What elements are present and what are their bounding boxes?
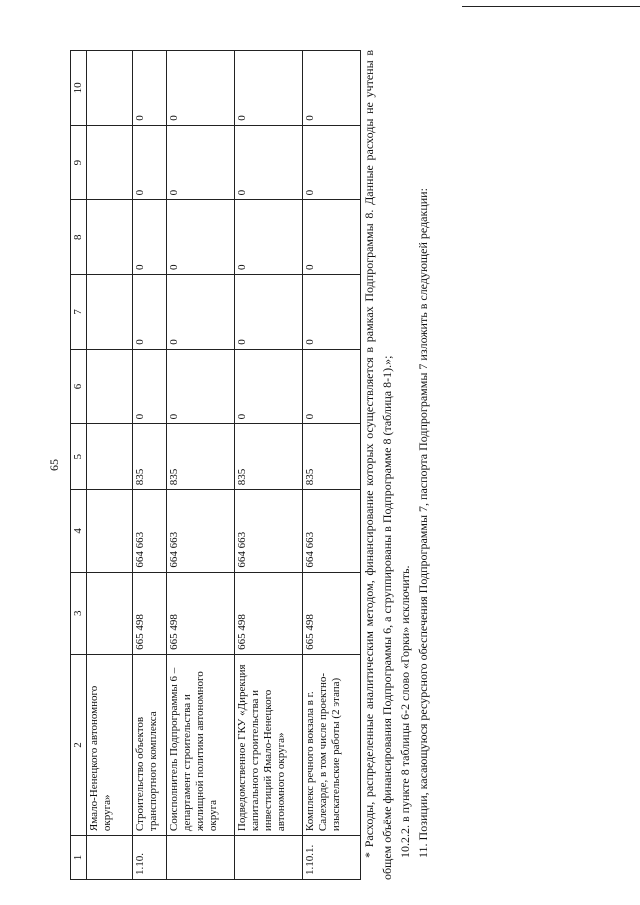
table-row: [235, 51, 303, 880]
cell-col4: 664 663: [235, 490, 303, 572]
cell-col8: 0: [235, 200, 303, 275]
col-header: 8: [71, 200, 87, 275]
cell-col4: 664 663: [167, 490, 235, 572]
row-name: Комплекс речного вокзала в г. Салехарде, в том числе проектно-изыскательские работы (2 этапа): [303, 654, 361, 835]
rotated-page: [45, 40, 630, 890]
row-number: [235, 836, 303, 880]
cell-col4: 664 663: [303, 490, 361, 572]
cell-col6: 0: [303, 349, 361, 424]
cell-col8: 0: [133, 200, 167, 275]
cell-col3: 665 498: [167, 572, 235, 654]
cell-col7: 0: [133, 275, 167, 350]
cell-col9: 0: [133, 125, 167, 200]
cell-col6: 0: [133, 349, 167, 424]
cell-col9: 0: [235, 125, 303, 200]
table-header-row: [71, 51, 87, 880]
table-row: [133, 51, 167, 880]
cell-col4: [87, 490, 133, 572]
amendment-10-2-2: 10.2.2. в пункте 8 таблицы 6-2 слово «Горки» исключить.: [398, 565, 412, 858]
cell-col10: 0: [235, 51, 303, 126]
footnote: * Расходы, распределенные аналитическим методом, финансирование которых осуществляется в рамках Подпрограммы 8. Данные расходы не учтены в общем объёме финансирования Подпрограммы 6, а сгруппированы в Подпрограмме 8 (таблица 8-1).»;: [362, 50, 394, 880]
cell-col10: 0: [133, 51, 167, 126]
cell-col5: 835: [235, 424, 303, 490]
col-header: 7: [71, 275, 87, 350]
cell-col7: 0: [235, 275, 303, 350]
cell-col4: 664 663: [133, 490, 167, 572]
col-header: 6: [71, 349, 87, 424]
cell-col9: 0: [167, 125, 235, 200]
table-row: [303, 51, 361, 880]
cell-col10: 0: [167, 51, 235, 126]
col-header: 3: [71, 572, 87, 654]
row-name: Соисполнитель Подпрограммы 6 – департамент строительства и жилищной политики автономного округа: [167, 654, 235, 835]
cell-col6: [87, 349, 133, 424]
row-name: Ямало-Ненецкого автономного округа»: [87, 654, 133, 835]
cell-col5: 835: [303, 424, 361, 490]
col-header: 10: [71, 51, 87, 126]
cell-col8: 0: [167, 200, 235, 275]
notes-block: [360, 50, 432, 880]
col-header: 9: [71, 125, 87, 200]
row-number: [87, 836, 133, 880]
cell-col6: 0: [167, 349, 235, 424]
cell-col10: [87, 51, 133, 126]
amendment-11: 11. Позиции, касающуюся ресурсного обеспечения Подпрограммы 7, паспорта Подпрограммы 7 изложить в следующей редакции:: [416, 188, 430, 858]
col-header: 5: [71, 424, 87, 490]
cell-col3: 665 498: [133, 572, 167, 654]
col-header: 4: [71, 490, 87, 572]
col-header: 2: [71, 654, 87, 835]
cell-col10: 0: [303, 51, 361, 126]
funding-table: [70, 50, 361, 880]
top-rule: [462, 6, 640, 7]
cell-col5: [87, 424, 133, 490]
cell-col7: 0: [303, 275, 361, 350]
cell-col3: 665 498: [235, 572, 303, 654]
table-row: [167, 51, 235, 880]
row-number: 1.10.1.: [303, 836, 361, 880]
row-name: Подведомственное ГКУ «Дирекция капитального строительства и инвестиций Ямало-Ненецкого автономного округа»: [235, 654, 303, 835]
cell-col5: 835: [133, 424, 167, 490]
cell-col9: [87, 125, 133, 200]
table-row: [87, 51, 133, 880]
cell-col9: 0: [303, 125, 361, 200]
col-header: 1: [71, 836, 87, 880]
row-number: [167, 836, 235, 880]
cell-col8: [87, 200, 133, 275]
row-number: 1.10.: [133, 836, 167, 880]
page-number: 65: [47, 459, 61, 471]
cell-col8: 0: [303, 200, 361, 275]
cell-col3: [87, 572, 133, 654]
cell-col6: 0: [235, 349, 303, 424]
cell-col7: [87, 275, 133, 350]
cell-col3: 665 498: [303, 572, 361, 654]
cell-col7: 0: [167, 275, 235, 350]
cell-col5: 835: [167, 424, 235, 490]
row-name: Строительство объектов транспортного комплекса: [133, 654, 167, 835]
